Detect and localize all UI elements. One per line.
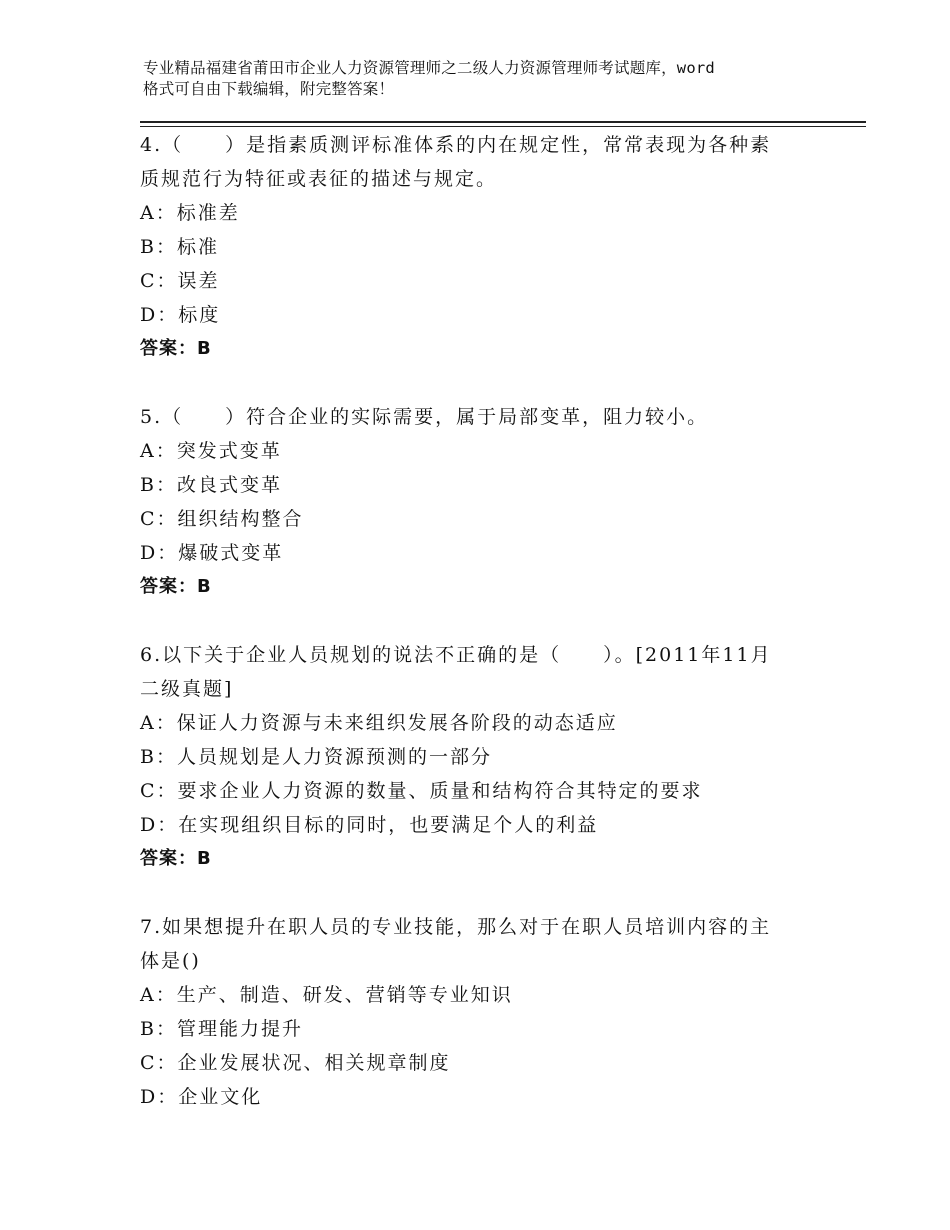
answer-line: 答案：B <box>140 338 212 359</box>
option-d: D：标度 <box>140 304 221 326</box>
header-line-1: 专业精品福建省莆田市企业人力资源管理师之二级人力资源管理师考试题库，word <box>143 59 715 77</box>
option-d: D：爆破式变革 <box>140 542 284 564</box>
question-text-line: 5.（ ）符合企业的实际需要，属于局部变革，阻力较小。 <box>140 406 709 428</box>
spacer <box>140 604 840 638</box>
spacer <box>140 366 840 400</box>
question-list <box>140 128 840 1114</box>
question-6 <box>140 638 840 876</box>
question-4 <box>140 128 840 366</box>
option-d: D：企业文化 <box>140 1086 263 1108</box>
spacer <box>140 876 840 910</box>
option-c: C：组织结构整合 <box>140 508 304 530</box>
question-text-line: 质规范行为特征或表征的描述与规定。 <box>140 168 498 190</box>
question-text-line: 6.以下关于企业人员规划的说法不正确的是（ ）。[2011年11月 <box>140 644 772 666</box>
question-text-line: 体是() <box>140 950 201 972</box>
question-text-line: 7.如果想提升在职人员的专业技能，那么对于在职人员培训内容的主 <box>140 916 772 938</box>
header-line-2: 格式可自由下载编辑，附完整答案！ <box>143 80 395 98</box>
option-b: B：人员规划是人力资源预测的一部分 <box>140 746 492 768</box>
option-b: B：改良式变革 <box>140 474 282 496</box>
option-a: A：突发式变革 <box>140 440 282 462</box>
question-7 <box>140 910 840 1114</box>
option-c: C：要求企业人力资源的数量、质量和结构符合其特定的要求 <box>140 780 703 802</box>
header-divider-thin <box>140 126 866 127</box>
option-a: A：保证人力资源与未来组织发展各阶段的动态适应 <box>140 712 618 734</box>
header-divider-thick <box>140 121 866 123</box>
option-c: C：误差 <box>140 270 220 292</box>
option-a: A：生产、制造、研发、营销等专业知识 <box>140 984 513 1006</box>
option-d: D：在实现组织目标的同时，也要满足个人的利益 <box>140 814 599 836</box>
answer-line: 答案：B <box>140 848 212 869</box>
question-text-line: 二级真题] <box>140 678 234 700</box>
option-a: A：标准差 <box>140 202 240 224</box>
option-b: B：管理能力提升 <box>140 1018 303 1040</box>
option-b: B：标准 <box>140 236 219 258</box>
question-text-line: 4.（ ）是指素质测评标准体系的内在规定性，常常表现为各种素 <box>140 134 772 156</box>
option-c: C：企业发展状况、相关规章制度 <box>140 1052 451 1074</box>
question-5 <box>140 400 840 604</box>
answer-line: 答案：B <box>140 576 212 597</box>
document-header <box>143 58 823 100</box>
